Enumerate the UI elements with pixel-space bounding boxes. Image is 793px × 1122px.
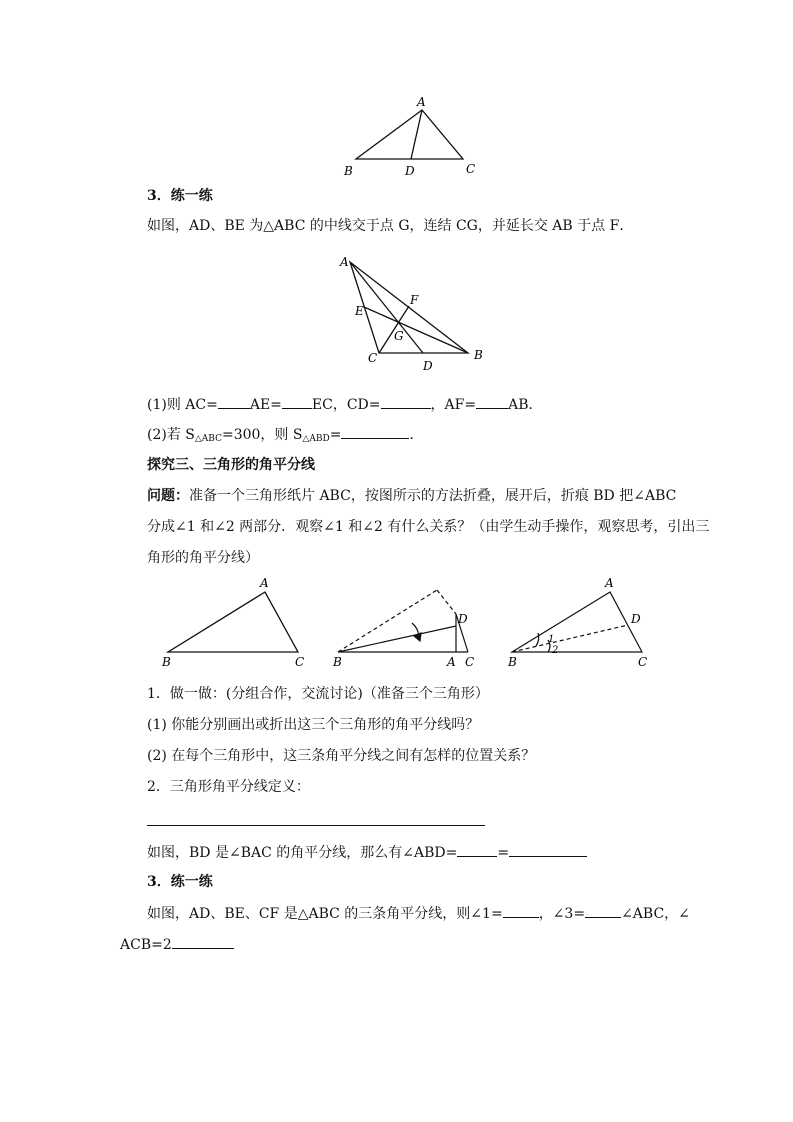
question-1: (1)则 AC= AE= EC，CD= ，AF= AB． xyxy=(147,394,542,415)
label-B: B xyxy=(162,655,171,669)
label-C: C xyxy=(295,655,305,669)
activity-1: 1．做一做：(分组合作，交流讨论)（准备三个三角形） xyxy=(147,686,489,702)
last-question-line-2: ACB=2 xyxy=(120,934,234,955)
label-A: A xyxy=(417,95,426,109)
label-B: B xyxy=(333,655,342,669)
definition-blank xyxy=(147,825,485,826)
angle-2: 2 xyxy=(552,645,559,656)
label-G: G xyxy=(394,329,404,343)
activity-1-question-2: (2) 在每个三角形中，这三条角平分线之间有怎样的位置关系？ xyxy=(147,748,536,764)
label-B: B xyxy=(508,655,517,669)
activity-1-question-1: (1) 你能分别画出或折出这三个三角形的角平分线吗？ xyxy=(147,717,480,733)
label-C: C xyxy=(638,655,648,669)
label-D: D xyxy=(423,359,433,373)
problem-line-1: 问题：准备一个三角形纸片 ABC，按图所示的方法折叠，展开后，折痕 BD 把∠ABC xyxy=(147,488,677,504)
label-E: E xyxy=(355,304,364,318)
problem-line-2: 分成∠1 和∠2 两部分．观察∠1 和∠2 有什么关系？（由学生动手操作，观察思考，引出三 xyxy=(147,519,710,535)
label-A: A xyxy=(447,655,456,669)
label-A: A xyxy=(340,255,349,269)
last-question-line-1: 如图，AD、BE、CF 是△ABC 的三条角平分线，则∠1= ，∠3= ∠ABC，∠ xyxy=(147,903,690,924)
label-A: A xyxy=(260,576,269,590)
label-C: C xyxy=(466,162,476,176)
label-D: D xyxy=(631,612,641,626)
angle-1: 1 xyxy=(548,634,555,645)
label-B: B xyxy=(344,164,353,178)
activity-2: 2．三角形角平分线定义： xyxy=(147,779,310,795)
practice-heading-3: 3．练一练 xyxy=(147,874,213,890)
label-C: C xyxy=(465,655,475,669)
label-B: B xyxy=(474,348,483,362)
practice-text-1: 如图，AD、BE 为△ABC 的中线交于点 G，连结 CG，并延长交 AB 于点 F． xyxy=(147,218,634,234)
label-A: A xyxy=(605,576,614,590)
label-D: D xyxy=(405,164,415,178)
practice-heading-1: 3．练一练 xyxy=(147,188,213,204)
label-D: D xyxy=(458,612,468,626)
problem-line-3: 角形的角平分线） xyxy=(147,550,259,566)
label-F: F xyxy=(410,293,419,307)
bisector-statement: 如图，BD 是∠BAC 的角平分线，那么有∠ABD= = xyxy=(147,842,587,863)
section-heading-3: 探究三、三角形的角平分线 xyxy=(147,457,315,473)
question-2: (2)若 $S_{\triangle ABC}=300$，则 $S_{\triangle ABD}=$ ． xyxy=(147,424,423,449)
label-C: C xyxy=(368,351,378,365)
